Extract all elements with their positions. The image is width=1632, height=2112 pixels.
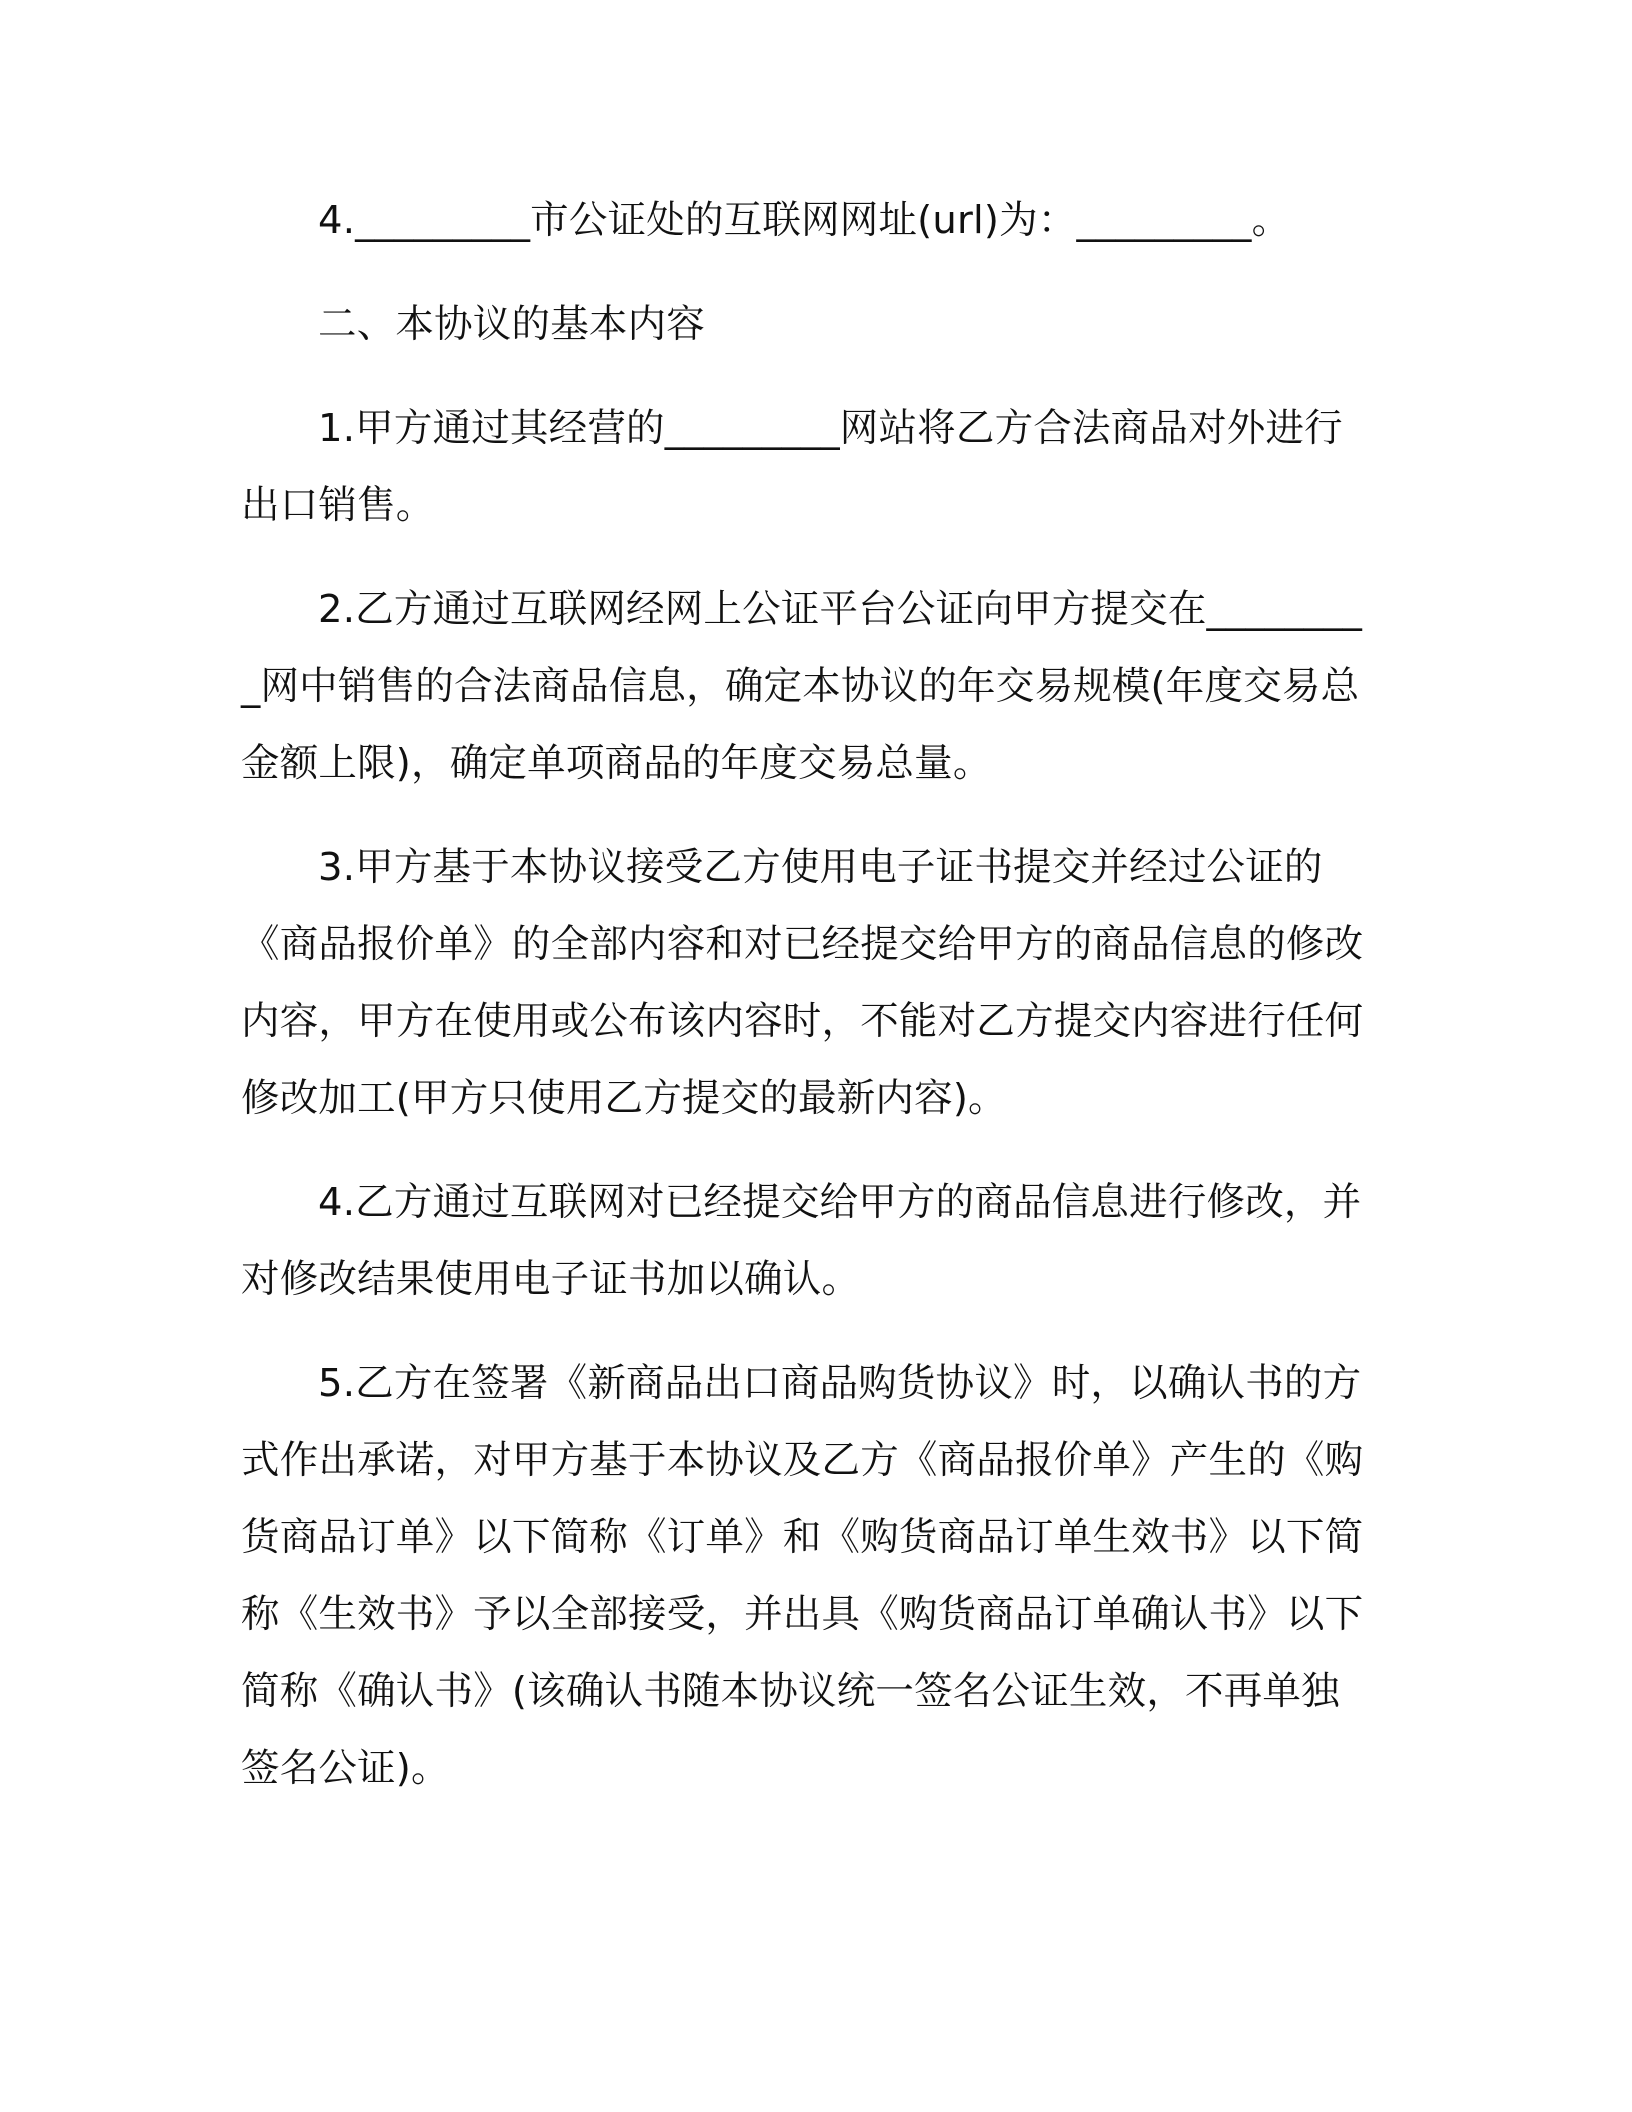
section-heading-basic-content: 二、本协议的基本内容 — [318, 302, 706, 347]
paragraph-clause-4: 4.乙方通过互联网对已经提交给甲方的商品信息进行修改，并对修改结果使用电子证书加以确认。 — [241, 1180, 1362, 1302]
document-body — [241, 182, 1371, 1807]
paragraph-clause-2: 2.乙方通过互联网经网上公证平台公证向甲方提交在_________网中销售的合法商品信息，确定本协议的年交易规模(年度交易总金额上限)，确定单项商品的年度交易总量。 — [241, 587, 1363, 786]
paragraph-clause-3: 3.甲方基于本协议接受乙方使用电子证书提交并经过公证的《商品报价单》的全部内容和对已经提交给甲方的商品信息的修改内容，甲方在使用或公布该内容时，不能对乙方提交内容进行任何修改加工(甲方只使用乙方提交的最新内容)。 — [241, 845, 1364, 1121]
paragraph-clause-1: 1.甲方通过其经营的_________网站将乙方合法商品对外进行出口销售。 — [241, 406, 1343, 528]
paragraph-clause-5: 5.乙方在签署《新商品出口商品购货协议》时，以确认书的方式作出承诺，对甲方基于本协议及乙方《商品报价单》产生的《购货商品订单》以下简称《订单》和《购货商品订单生效书》以下简称《生效书》予以全部接受，并出具《购货商品订单确认书》以下简称《确认书》(该确认书随本协议统一签名公证生效，不再单独签名公证)。 — [241, 1361, 1364, 1791]
paragraph-url-clause: 4._________市公证处的互联网网址(url)为：_________。 — [318, 198, 1291, 243]
